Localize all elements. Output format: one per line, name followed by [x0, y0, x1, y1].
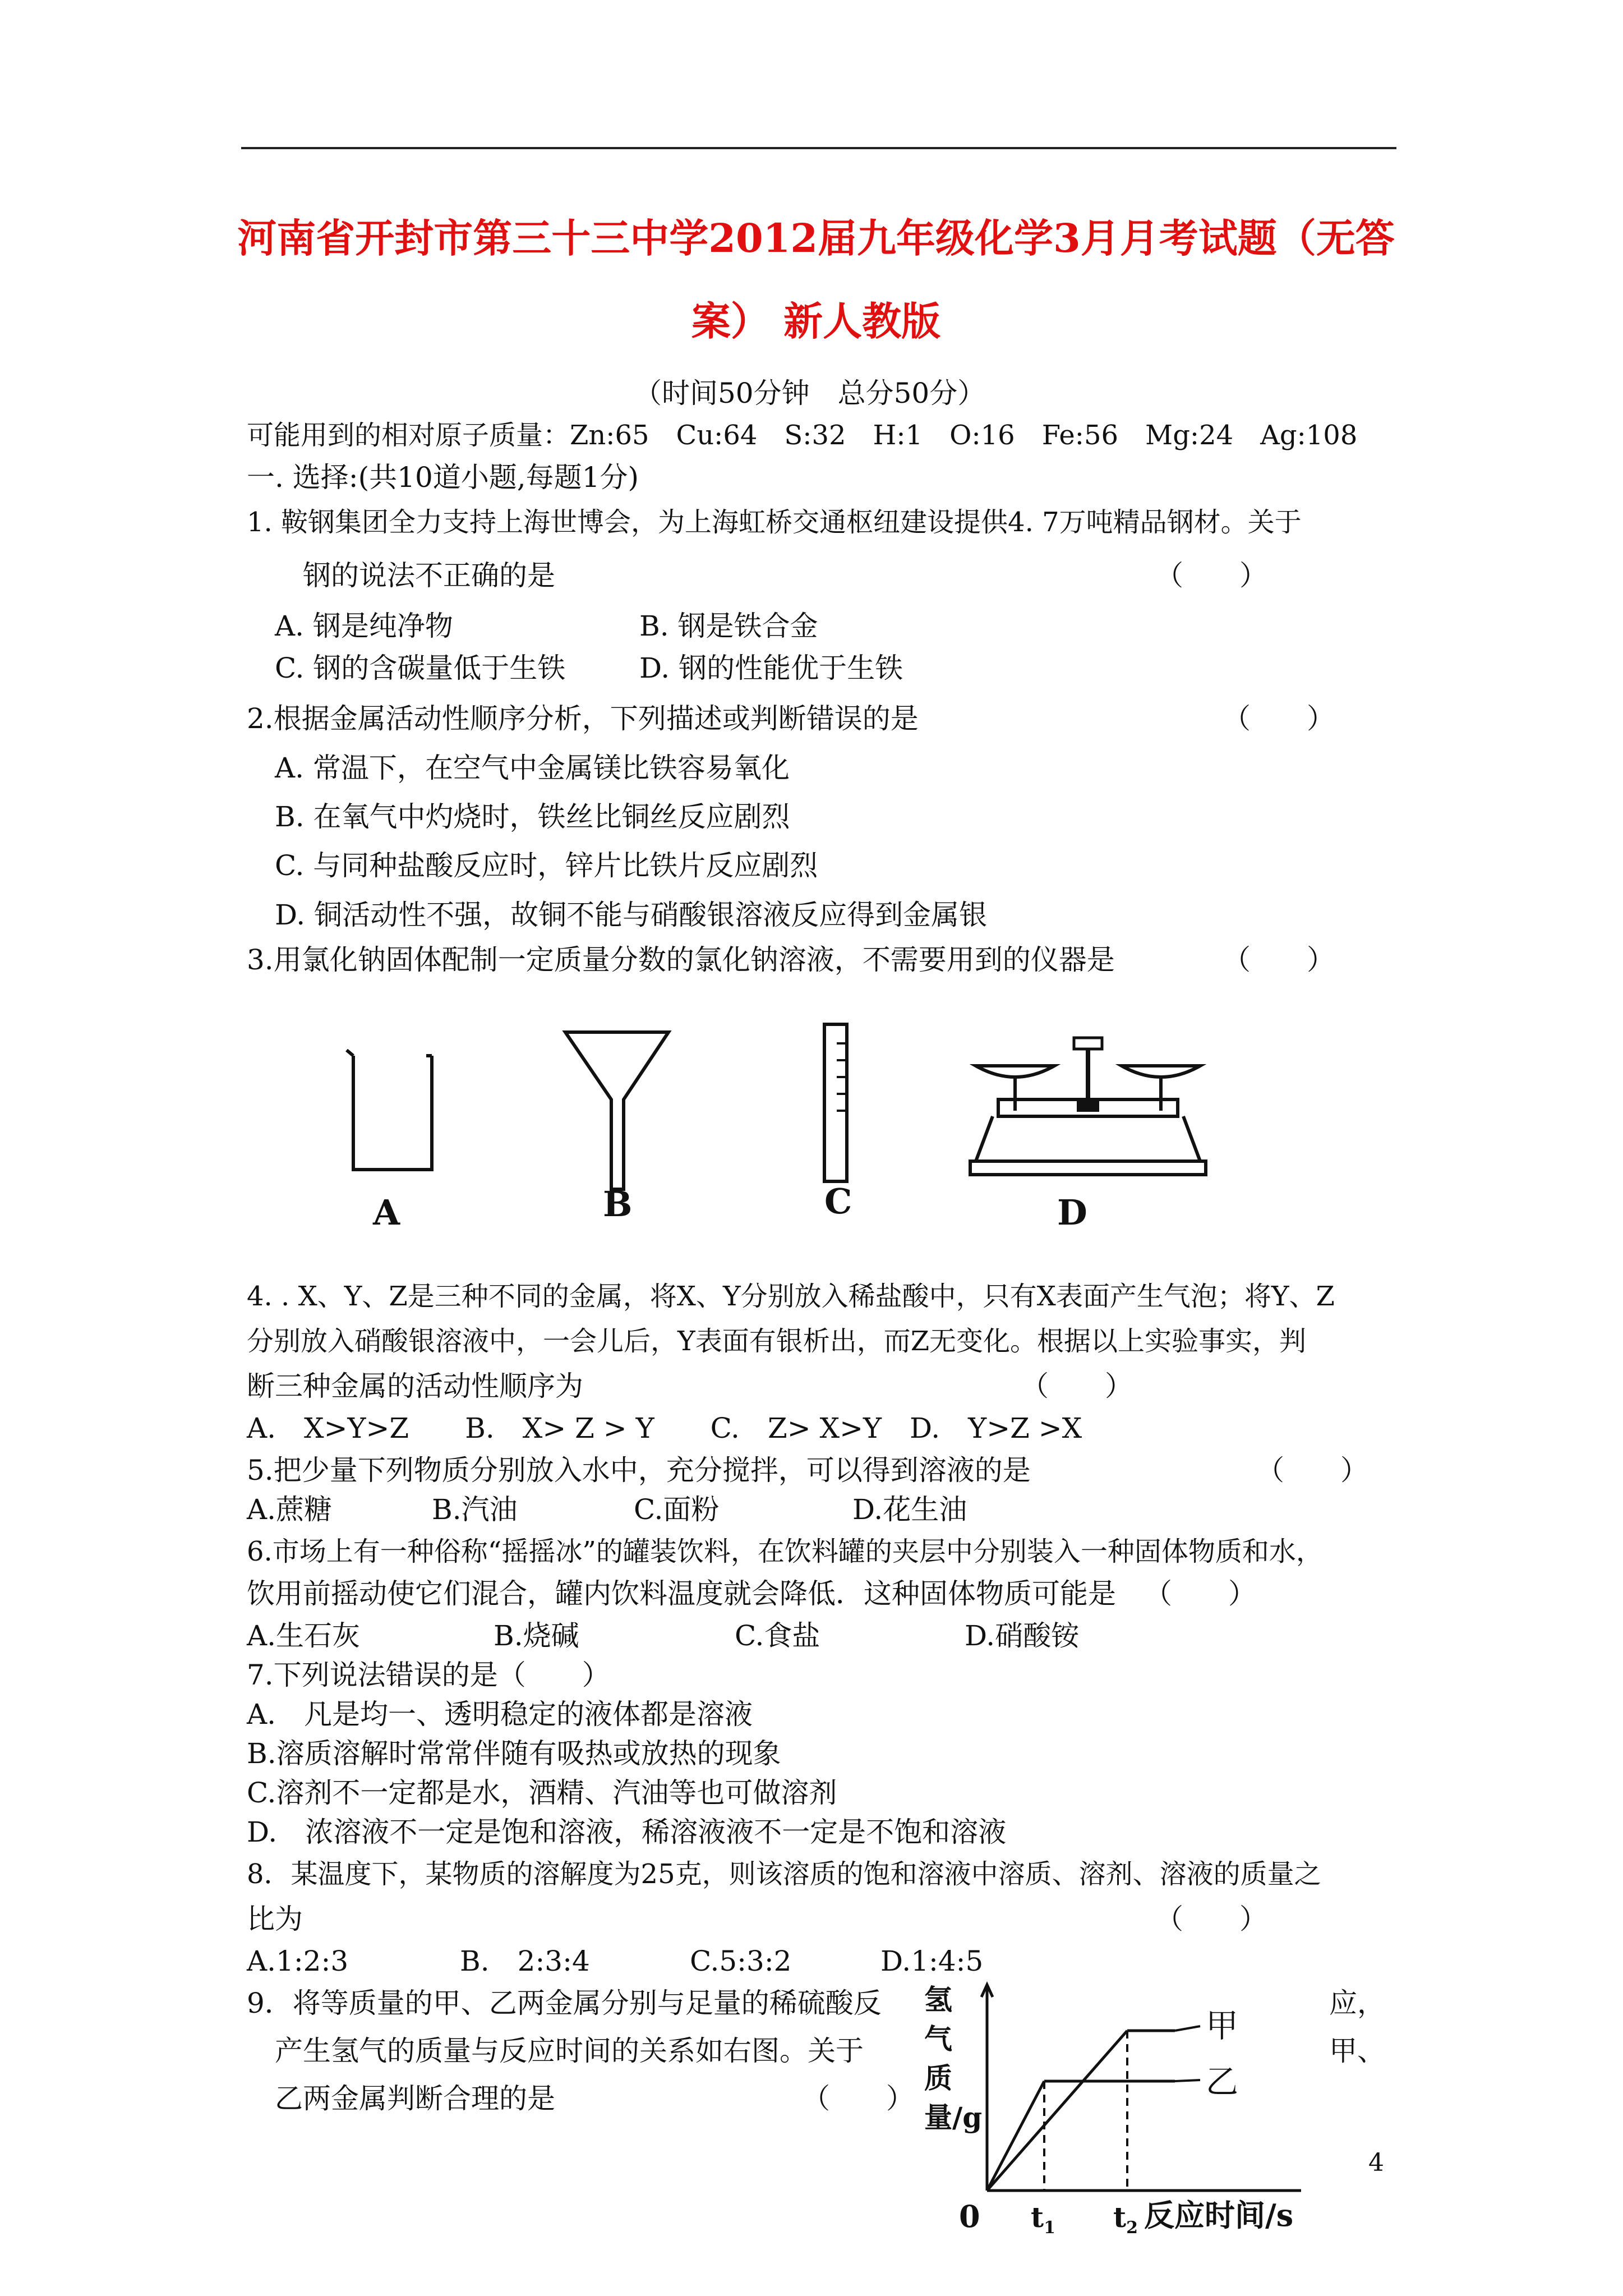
q2-option-d: D. 铜活动性不强，故铜不能与硝酸银溶液反应得到金属银 — [275, 899, 988, 931]
q2-option-c: C. 与同种盐酸反应时，锌片比铁片反应剧烈 — [275, 849, 818, 882]
graph-y-label: 氢气质量/g — [924, 1983, 983, 2134]
q9-line3: 乙两金属判断合理的是 — [275, 2082, 555, 2115]
balance-label: D — [1057, 1192, 1087, 1233]
q4-answer-paren: （ ） — [1021, 1370, 1133, 1402]
q8-line2: 比为 — [247, 1903, 303, 1935]
page-number: 4 — [1368, 2148, 1384, 2177]
beaker-figure — [342, 1049, 443, 1184]
q5-answer-paren: （ ） — [1256, 1454, 1368, 1487]
q6-option-a: A.生石灰 — [247, 1619, 361, 1652]
t2-main: t — [1113, 2201, 1127, 2234]
q7-option-c: C.溶剂不一定都是水，酒精、汽油等也可做溶剂 — [247, 1777, 837, 1809]
atomic-masses: 可能用到的相对原子质量：Zn:65 Cu:64 S:32 H:1 O:16 Fe:56 Mg:24 Ag:108 — [247, 420, 1358, 451]
q4-line1: 4. . X、Y、Z是三种不同的金属，将X、Y分别放入稀盐酸中，只有X表面产生气泡；将Y、Z — [247, 1281, 1335, 1312]
exam-title-line2: 案） 新人教版 — [691, 298, 941, 344]
q9-line2-end: 甲、 — [1329, 2035, 1385, 2067]
balance-scale-figure — [965, 1027, 1211, 1195]
q6-option-c: C.食盐 — [735, 1619, 820, 1652]
q8-line1: 8．某温度下，某物质的溶解度为25克，则该溶质的饱和溶液中溶质、溶剂、溶液的质量之 — [247, 1858, 1321, 1890]
series-yi-leader — [1175, 2080, 1200, 2081]
graph-t2-label — [1113, 2200, 1138, 2246]
header-rule — [241, 147, 1396, 149]
q1-option-b: B. 钢是铁合金 — [639, 610, 818, 642]
graph-origin: 0 — [959, 2198, 980, 2234]
q6-option-d: D.硝酸铵 — [965, 1619, 1080, 1652]
graph-series-yi-label: 乙 — [1206, 2063, 1239, 2101]
t2-subscript: 2 — [1126, 2218, 1138, 2238]
q1-option-c: C. 钢的含碳量低于生铁 — [275, 652, 566, 684]
q5-option-d: D.花生油 — [852, 1493, 967, 1526]
q4-line3: 断三种金属的活动性顺序为 — [247, 1370, 583, 1402]
q2-option-b: B. 在氧气中灼烧时，铁丝比铜丝反应剧烈 — [275, 800, 790, 833]
t1-subscript: 1 — [1044, 2218, 1055, 2238]
q1-option-d: D. 钢的性能优于生铁 — [639, 652, 903, 684]
q7-option-a: A. 凡是均一、透明稳定的液体都是溶液 — [247, 1698, 753, 1731]
exam-title-line1: 河南省开封市第三十三中学2012届九年级化学3月月考试题（无答 — [237, 215, 1395, 261]
q6-line2: 饮用前摇动使它们混合，罐内饮料温度就会降低．这种固体物质可能是 — [247, 1577, 1116, 1610]
q8-option-a: A.1:2:3 — [247, 1945, 349, 1977]
cylinder-label: C — [824, 1181, 852, 1222]
q9-answer-paren: （ ） — [802, 2082, 914, 2115]
series-jia-leader — [1175, 2026, 1200, 2031]
q2-answer-paren: （ ） — [1223, 702, 1335, 735]
graduated-cylinder-figure — [813, 1021, 858, 1189]
q8-option-b: B. 2:3:4 — [460, 1945, 590, 1977]
t1-main: t — [1031, 2201, 1044, 2234]
graph-x-label: 反应时间/s — [1144, 2197, 1294, 2233]
q1-line2: 钢的说法不正确的是 — [303, 559, 555, 592]
q8-option-d: D.1:4:5 — [880, 1945, 984, 1977]
beaker-label: A — [373, 1192, 400, 1233]
q9-line1: 9．将等质量的甲、乙两金属分别与足量的稀硫酸反 — [247, 1987, 882, 2019]
graph-t1-label — [1031, 2200, 1055, 2246]
series-jia-line — [987, 2031, 1127, 2191]
q5-option-c: C.面粉 — [634, 1493, 720, 1526]
q1-answer-paren: （ ） — [1155, 559, 1267, 592]
q7-stem: 7.下列说法错误的是（ ） — [247, 1659, 610, 1691]
q8-answer-paren: （ ） — [1155, 1903, 1267, 1935]
q3-stem: 3.用氯化钠固体配制一定质量分数的氯化钠溶液，不需要用到的仪器是 — [247, 944, 1115, 976]
q3-answer-paren: （ ） — [1223, 944, 1335, 976]
q8-option-c: C.5:3:2 — [690, 1945, 792, 1977]
graph-series-jia-label: 甲 — [1206, 2007, 1239, 2045]
q6-line1: 6.市场上有一种俗称“摇摇冰”的罐装饮料，在饮料罐的夹层中分别装入一种固体物质和水， — [247, 1536, 1323, 1567]
funnel-label: B — [603, 1184, 633, 1225]
q2-option-a: A. 常温下，在空气中金属镁比铁容易氧化 — [275, 752, 790, 784]
q5-option-b: B.汽油 — [432, 1493, 518, 1526]
q4-options: A. X>Y>Z B. X> Z > Y C. Z> X>Y D. Y>Z >X — [247, 1412, 1082, 1444]
q1-option-a: A. 钢是纯净物 — [275, 610, 453, 642]
q4-line2: 分别放入硝酸银溶液中，一会儿后，Y表面有银析出，而Z无变化。根据以上实验事实，判 — [247, 1326, 1307, 1357]
q1-line1: 1. 鞍钢集团全力支持上海世博会，为上海虹桥交通枢纽建设提供4. 7万吨精品钢材。关于 — [247, 507, 1302, 538]
q7-option-d: D. 浓溶液不一定是饱和溶液，稀溶液液不一定是不饱和溶液 — [247, 1816, 1007, 1848]
q5-option-a: A.蔗糖 — [247, 1493, 333, 1526]
funnel-figure — [561, 1027, 673, 1195]
q9-line2: 产生氢气的质量与反应时间的关系如右图。关于 — [275, 2035, 864, 2067]
q2-stem: 2.根据金属活动性顺序分析，下列描述或判断错误的是 — [247, 702, 919, 735]
section-heading: 一. 选择:(共10道小题,每题1分) — [247, 461, 639, 494]
q9-line1-end: 应， — [1329, 1987, 1385, 2019]
q7-option-b: B.溶质溶解时常常伴随有吸热或放热的现象 — [247, 1737, 781, 1770]
q6-option-b: B.烧碱 — [494, 1619, 579, 1652]
q6-answer-paren: （ ） — [1144, 1577, 1256, 1610]
exam-info: （时间50分钟 总分50分） — [634, 377, 986, 409]
q5-stem: 5.把少量下列物质分别放入水中，充分搅拌，可以得到溶液的是 — [247, 1454, 1031, 1487]
